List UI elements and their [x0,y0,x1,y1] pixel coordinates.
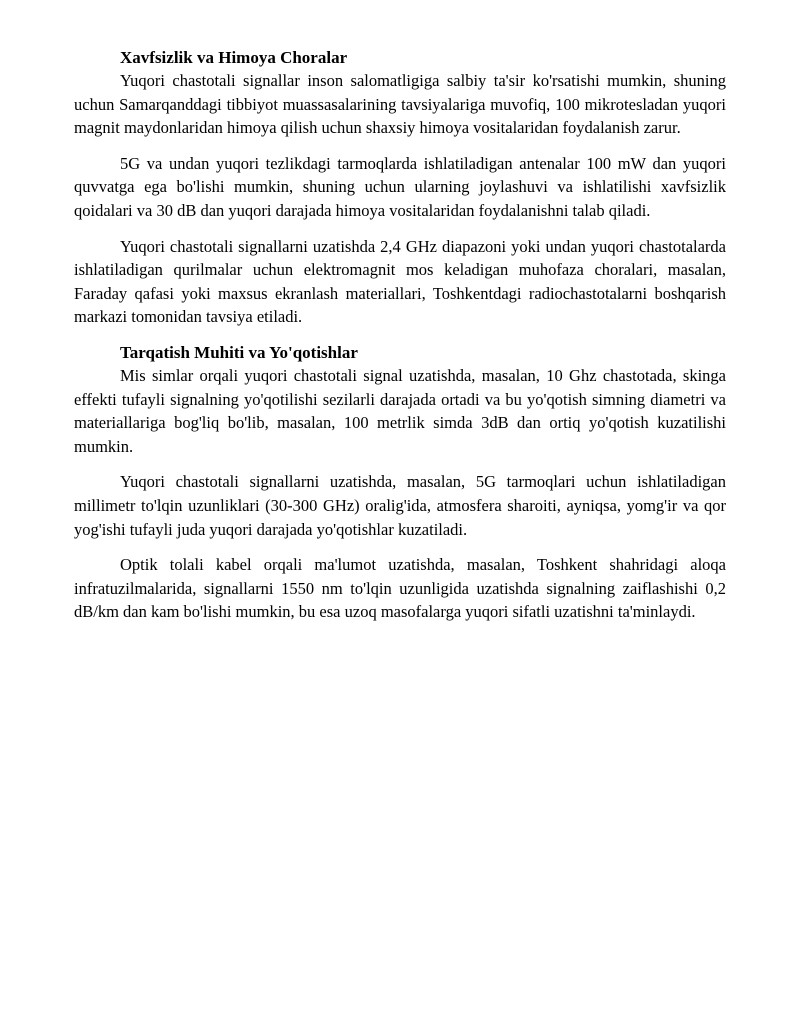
paragraph: Yuqori chastotali signallarni uzatishda, masalan, 5G tarmoqlari uchun ishlatiladigan millimetr to'lqin uzunliklari (30-300 GHz) oralig'ida, atmosfera sharoiti, ayniqsa, yomg'ir va qor yog'ishi tufayli juda yuqori darajada yo'qotishlar kuzatiladi. [74,472,726,539]
section-propagation [74,341,726,624]
paragraph: Optik tolali kabel orqali ma'lumot uzatishda, masalan, Toshkent shahridagi aloqa infratuzilmalarida, signallarni 1550 nm to'lqin uzunligida uzatishda signalning zaiflashishi 0,2 dB/km dan kam bo'lishi mumkin, bu esa uzoq masofalarga yuqori sifatli uzatishni ta'minlaydi. [74,555,726,622]
section-safety [74,46,726,329]
paragraph: 5G va undan yuqori tezlikdagi tarmoqlarda ishlatiladigan antenalar 100 mW dan yuqori quvvatga ega bo'lishi mumkin, shuning uchun ularning joylashuvi va ishlatilishi xavfsizlik qoidalari va 30 dB dan yuqori darajada himoya vositalaridan foydalanishni talab qiladi. [74,153,726,220]
section-heading: Xavfsizlik va Himoya Choralar [120,48,348,67]
document-page [74,46,726,624]
paragraph: Mis simlar orqali yuqori chastotali signal uzatishda, masalan, 10 Ghz chastotada, skinga effekti tufayli signalning yo'qotilishi sezilarli darajada ortadi va bu yo'qotish simning diametri va materiallariga bog'liq bo'lib, masalan, 100 metrlik simda 3dB dan ortiq yo'qotish kuzatilishi mumkin. [74,365,726,456]
paragraph: Yuqori chastotali signallarni uzatishda 2,4 GHz diapazoni yoki undan yuqori chastotalarda ishlatiladigan qurilmalar uchun elektromagnit mos keladigan muhofaza choralari, masalan, Faraday qafasi yoki maxsus ekranlash materiallari, Toshkentdagi radiochastotalarni boshqarish markazi tomonidan tavsiya etiladi. [74,236,726,327]
section-heading: Tarqatish Muhiti va Yo'qotishlar [120,342,358,362]
paragraph: Yuqori chastotali signallar inson salomatligiga salbiy ta'sir ko'rsatishi mumkin, shuning uchun Samarqanddagi tibbiyot muassasalarining tavsiyalariga muvofiq, 100 mikrotesladan yuqori magnit maydonlaridan himoya qilish uchun shaxsiy himoya vositalaridan foydalanish zarur. [74,71,726,138]
